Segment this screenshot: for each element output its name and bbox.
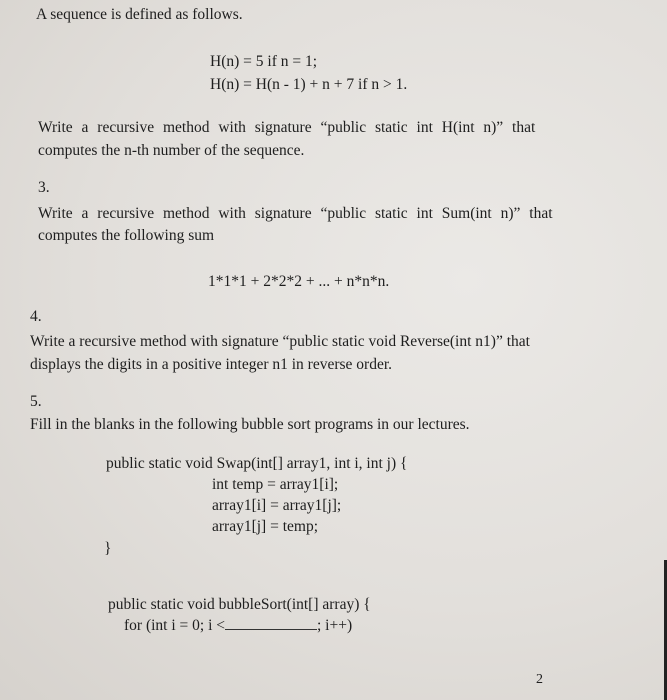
- q3-text-line2: computes the following sum: [38, 227, 215, 244]
- q3-number: 3.: [38, 179, 50, 196]
- q4-text-line1: Write a recursive method with signature “public static void Reverse(int n1)” that: [30, 333, 530, 350]
- for-loop-line: [124, 617, 352, 635]
- for-loop-end: ; i++): [317, 617, 353, 634]
- equation-recursive-case: H(n) = H(n - 1) + n + 7 if n > 1.: [210, 76, 408, 93]
- q4-number: 4.: [30, 308, 42, 325]
- swap-line-assign-i: array1[i] = array1[j];: [212, 497, 342, 514]
- equation-base-case: H(n) = 5 if n = 1;: [210, 53, 318, 70]
- swap-closing-brace: }: [104, 540, 112, 557]
- page-number: 2: [536, 672, 543, 687]
- q3-sum-formula: 1*1*1 + 2*2*2 + ... + n*n*n.: [208, 273, 390, 290]
- q3-text-line1: Write a recursive method with signature “public static int Sum(int n)” that: [38, 205, 553, 222]
- q4-text-line2: displays the digits in a positive integer n1 in reverse order.: [30, 356, 393, 373]
- swap-signature: public static void Swap(int[] array1, int i, int j) {: [106, 455, 408, 472]
- q5-number: 5.: [30, 393, 42, 410]
- q2-text-line1: Write a recursive method with signature “public static int H(int n)” that: [38, 119, 536, 136]
- swap-line-temp: int temp = array1[i];: [212, 476, 339, 493]
- intro-text: A sequence is defined as follows.: [36, 6, 243, 23]
- q5-text-line1: Fill in the blanks in the following bubble sort programs in our lectures.: [30, 416, 470, 433]
- bubblesort-signature: public static void bubbleSort(int[] array) {: [108, 596, 371, 613]
- for-loop-start: for (int i = 0; i <: [124, 617, 225, 634]
- q2-text-line2: computes the n-th number of the sequence.: [38, 142, 305, 159]
- swap-line-assign-j: array1[j] = temp;: [212, 518, 319, 535]
- fill-in-blank[interactable]: [225, 617, 317, 630]
